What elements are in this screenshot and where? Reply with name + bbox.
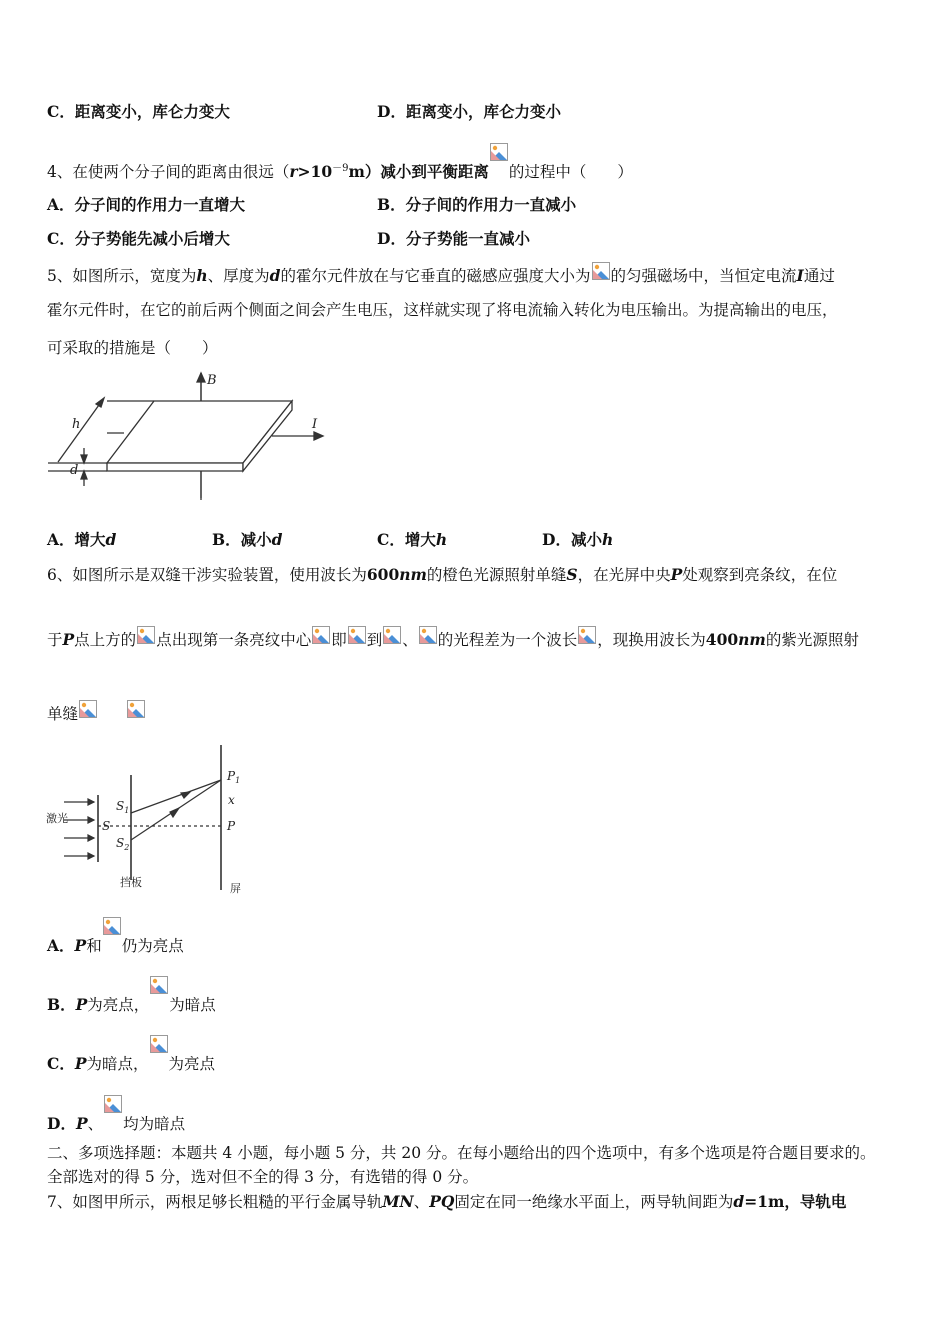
current-arrow-icon — [314, 432, 323, 440]
h-dimension-line — [58, 398, 104, 462]
q4-option-b: B．分子间的作用力一直减小 — [377, 195, 577, 214]
fig-label-board: 挡板 — [120, 876, 142, 889]
q4-stem: 4、在使两个分子间的距离由很远$(r>10^{-9}m)$减小到平衡距离 的过程中（ ） — [47, 143, 633, 183]
fig-label-s2: $S_2$ — [116, 836, 130, 852]
fig-label-x: x — [228, 793, 235, 807]
q6-stem-line1: 6、如图所示是双缝干涉实验装置，使用波长为600nm的橙色光源照射单缝S，在光屏中央P处观察到亮条纹，在位 — [47, 565, 838, 584]
equation-image-icon — [104, 1095, 122, 1133]
q5-stem-line3: 可采取的措施是（ ） — [47, 339, 218, 357]
equation-image-icon — [419, 626, 437, 648]
fig-label-p: P — [227, 819, 236, 833]
equation-image-icon — [592, 262, 610, 284]
equation-image-icon — [490, 143, 508, 181]
section2-heading-line2: 全部选对的得 5 分，选对但不全的得 3 分，有选错的得 0 分。 — [47, 1168, 479, 1186]
equation-image-icon — [578, 626, 596, 648]
double-slit-figure — [44, 740, 259, 900]
q4-option-d: D．分子势能一直减小 — [377, 229, 530, 248]
q6-option-d: D．P、 均为暗点 — [47, 1095, 185, 1135]
fig-label-h: h — [72, 417, 81, 432]
q5-stem-line2: 霍尔元件时，在它的前后两个侧面之间会产生电压，这样就实现了将电流输入转化为电压输出。为提高输出的电压， — [47, 301, 838, 319]
q5-option-c: C．增大h — [377, 530, 448, 549]
section2-heading-line1: 二、多项选择题：本题共 4 小题，每小题 5 分，共 20 分。在每小题给出的四个选项中，有多个选项是符合题目要求的。 — [47, 1144, 876, 1162]
q4-option-c: C．分子势能先减小后增大 — [47, 229, 230, 248]
q6-option-c: C．P为暗点， 为亮点 — [47, 1035, 215, 1075]
q6-option-a: A．P和 仍为亮点 — [47, 917, 184, 957]
equation-image-icon — [312, 626, 330, 648]
q5-option-a: A．增大d — [47, 530, 117, 549]
q7-stem-line1: 7、如图甲所示，两根足够长粗糙的平行金属导轨MN、PQ固定在同一绝缘水平面上，两导轨间距为d=1m，导轨电 — [47, 1192, 847, 1211]
equation-image-icon — [348, 626, 366, 648]
q5-stem-line1: 5、如图所示，宽度为h、厚度为d的霍尔元件放在与它垂直的磁感应强度大小为 的匀强磁场中，当恒定电流I通过 — [47, 262, 835, 287]
fig-label-s1: $S_1$ — [116, 799, 130, 815]
q6-stem-line3: 单缝 — [47, 700, 146, 725]
fig-label-s: S — [102, 819, 111, 833]
equation-image-icon — [127, 700, 145, 722]
fig-label-screen: 屏 — [230, 882, 241, 895]
equation-image-icon — [383, 626, 401, 648]
equation-image-icon — [79, 700, 97, 722]
fig-label-p1: $P_1$ — [227, 769, 241, 785]
equation-image-icon — [150, 976, 168, 1014]
fig-label-laser: 激光 — [46, 812, 68, 825]
hall-plate-top — [107, 401, 292, 463]
q6-stem-line2: 于P点上方的 点出现第一条亮纹中心 即 到 、 的光程差为一个波长 ，现换用波长为400nm的紫光源照射 — [47, 626, 859, 651]
equation-image-icon — [103, 917, 121, 955]
hall-plate-front — [107, 463, 243, 471]
q6-option-b: B．P为亮点， 为暗点 — [47, 976, 216, 1016]
q5-option-d: D．减小h — [542, 530, 614, 549]
fig-label-d: d — [70, 463, 79, 478]
q3-option-d: D．距离变小，库仑力变小 — [377, 102, 561, 121]
q5-option-b: B．减小d — [212, 530, 283, 549]
hall-element-figure — [44, 368, 334, 508]
equation-image-icon — [150, 1035, 168, 1073]
fig-label-i: I — [312, 417, 318, 432]
q3-option-c: C．距离变小，库仑力变大 — [47, 102, 230, 121]
fig-label-b: B — [207, 373, 217, 388]
equation-image-icon — [137, 626, 155, 648]
q4-option-a: A．分子间的作用力一直增大 — [47, 195, 246, 214]
